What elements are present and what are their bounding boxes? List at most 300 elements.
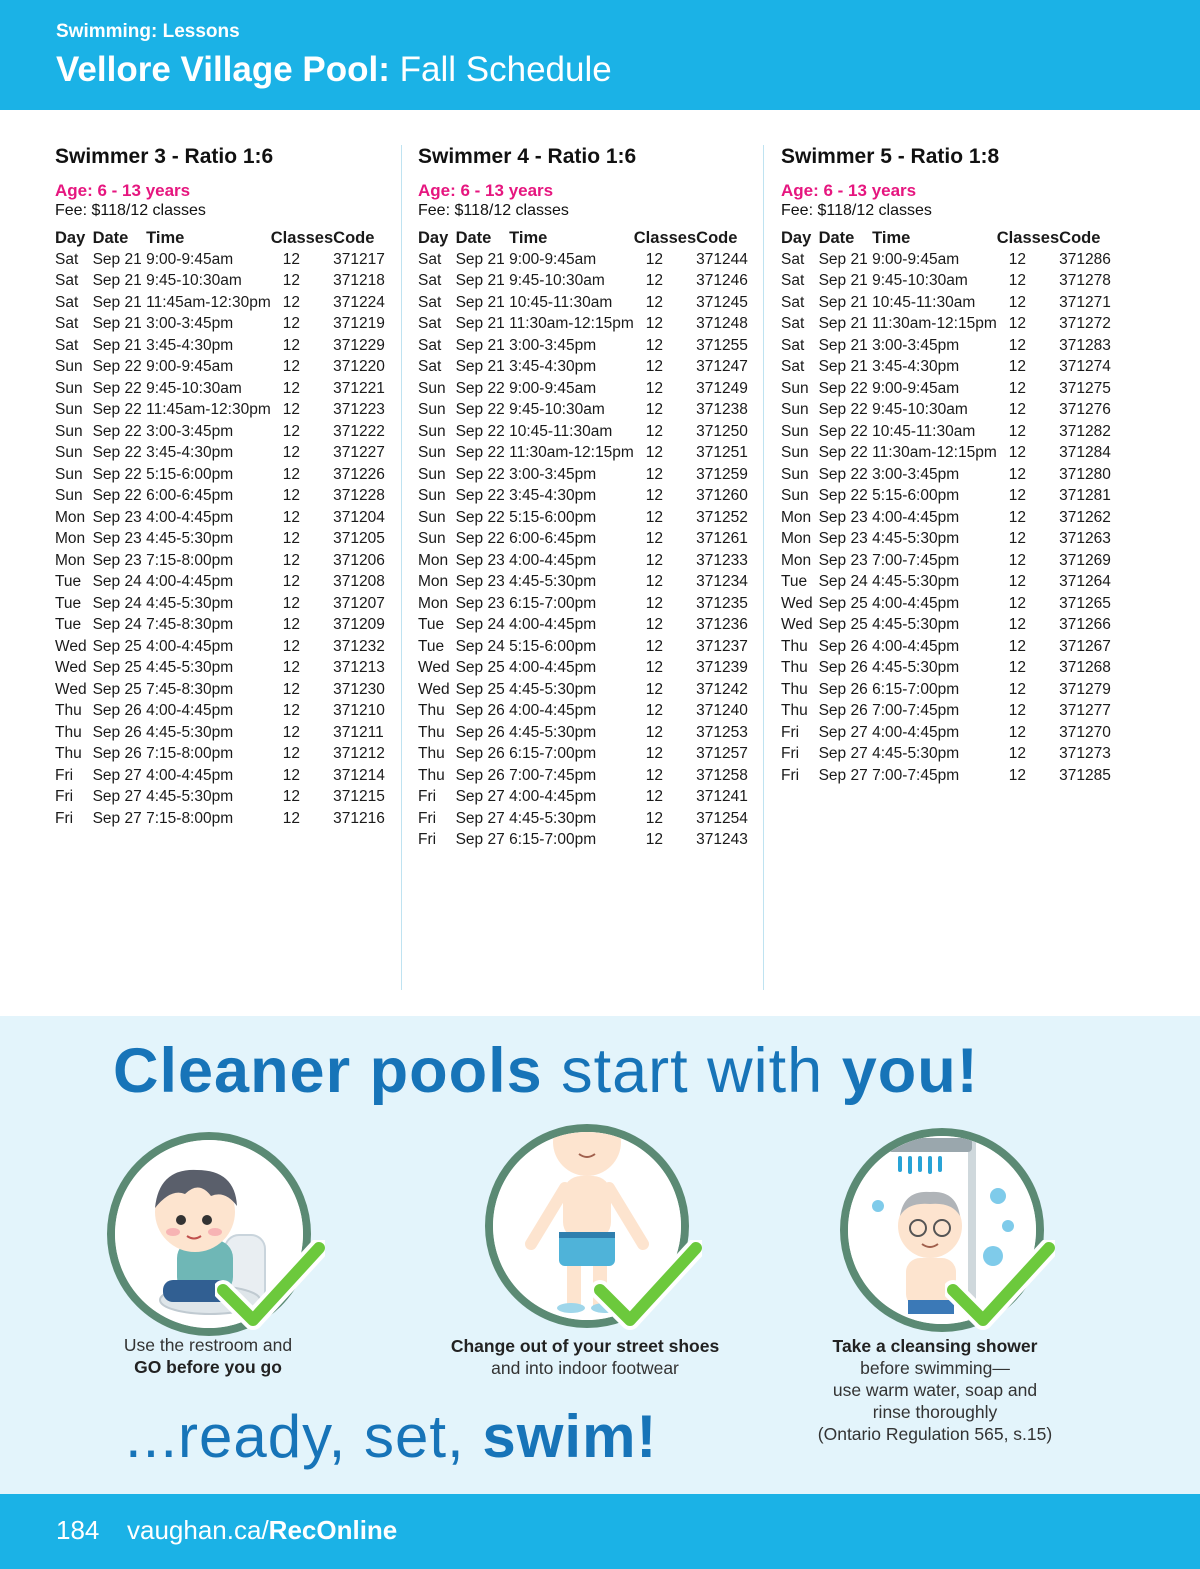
cell-date: Sep 24 xyxy=(455,637,505,655)
cell-code: 371280 xyxy=(1059,465,1111,483)
cell-classes: 12 xyxy=(1008,379,1027,397)
table-header-row xyxy=(55,227,385,249)
cell-date: Sep 21 xyxy=(818,336,868,354)
cell-date: Sep 23 xyxy=(818,530,868,548)
cell-classes: 12 xyxy=(1008,723,1027,741)
cell-date: Sep 21 xyxy=(818,315,868,333)
cell-code: 371232 xyxy=(333,637,385,655)
cell-time: 11:30am-12:15pm xyxy=(509,315,634,333)
cell-date: Sep 26 xyxy=(455,723,505,741)
cell-day: Mon xyxy=(418,573,449,591)
cell-time: 6:00-6:45pm xyxy=(146,487,234,505)
cell-day: Mon xyxy=(418,551,449,569)
table-row xyxy=(781,421,1111,443)
cell-time: 7:45-8:30pm xyxy=(146,680,234,698)
page-title-bold: Vellore Village Pool: xyxy=(56,50,390,89)
cell-classes: 12 xyxy=(1008,616,1027,634)
cell-day: Fri xyxy=(55,788,74,806)
cell-day: Sun xyxy=(781,422,809,440)
cell-classes: 12 xyxy=(282,358,301,376)
cell-classes: 12 xyxy=(645,487,664,505)
cell-code: 371282 xyxy=(1059,422,1111,440)
cell-day: Sat xyxy=(55,315,79,333)
cell-time: 10:45-11:30am xyxy=(509,422,613,440)
promo-tagline xyxy=(125,1402,657,1471)
cell-date: Sep 24 xyxy=(92,594,142,612)
cell-date: Sep 21 xyxy=(92,250,142,268)
page-title-rest: Fall Schedule xyxy=(389,50,612,89)
cell-time: 9:00-9:45am xyxy=(146,358,234,376)
cell-time: 7:00-7:45pm xyxy=(509,766,597,784)
cell-classes: 12 xyxy=(1008,487,1027,505)
table-row xyxy=(781,400,1111,422)
cell-date: Sep 22 xyxy=(92,422,142,440)
table-row xyxy=(418,615,748,637)
cell-date: Sep 22 xyxy=(455,487,505,505)
schedule-column xyxy=(781,145,1111,787)
cell-time: 5:15-6:00pm xyxy=(509,637,597,655)
table-row xyxy=(781,744,1111,766)
table-header-row xyxy=(418,227,748,249)
cell-date: Sep 22 xyxy=(455,508,505,526)
cell-date: Sep 23 xyxy=(92,508,142,526)
table-row xyxy=(418,658,748,680)
cell-classes: 12 xyxy=(645,465,664,483)
cell-classes: 12 xyxy=(282,551,301,569)
cell-day: Thu xyxy=(781,659,808,677)
cell-day: Thu xyxy=(418,702,445,720)
cell-code: 371219 xyxy=(333,315,385,333)
cell-date: Sep 25 xyxy=(818,616,868,634)
table-row xyxy=(55,443,385,465)
promo-headline-bold: Cleaner pools xyxy=(113,1036,543,1106)
tip-bold: Change out of your street shoes xyxy=(450,1336,720,1356)
cell-date: Sep 27 xyxy=(455,809,505,827)
cell-classes: 12 xyxy=(645,745,664,763)
column-divider xyxy=(763,145,764,990)
cell-date: Sep 26 xyxy=(455,766,505,784)
cell-time: 4:45-5:30pm xyxy=(146,723,234,741)
cell-code: 371279 xyxy=(1059,680,1111,698)
cell-code: 371281 xyxy=(1059,487,1111,505)
cell-day: Sat xyxy=(418,358,442,376)
cell-time: 5:15-6:00pm xyxy=(872,487,960,505)
cell-time: 3:45-4:30pm xyxy=(146,444,234,462)
schedule-table xyxy=(781,227,1111,787)
cell-day: Mon xyxy=(781,508,812,526)
header-code: Code xyxy=(1059,228,1101,247)
cell-code: 371260 xyxy=(696,487,748,505)
fee-text: Fee: $118/12 classes xyxy=(781,202,932,219)
cell-day: Sat xyxy=(55,250,79,268)
cell-classes: 12 xyxy=(645,680,664,698)
cell-code: 371273 xyxy=(1059,745,1111,763)
cell-day: Sun xyxy=(781,465,809,483)
cell-classes: 12 xyxy=(645,401,664,419)
cell-time: 9:45-10:30am xyxy=(872,401,968,419)
cell-time: 6:15-7:00pm xyxy=(872,680,960,698)
cell-classes: 12 xyxy=(645,788,664,806)
table-row xyxy=(418,378,748,400)
table-row xyxy=(55,787,385,809)
cell-day: Sun xyxy=(55,444,83,462)
cell-day: Mon xyxy=(55,508,86,526)
cell-day: Wed xyxy=(418,680,450,698)
cell-classes: 12 xyxy=(645,508,664,526)
cell-code: 371248 xyxy=(696,315,748,333)
cell-date: Sep 21 xyxy=(455,315,505,333)
cell-time: 10:45-11:30am xyxy=(872,422,976,440)
cell-code: 371243 xyxy=(696,831,748,849)
section-label: Swimming: Lessons xyxy=(56,21,240,42)
cell-code: 371214 xyxy=(333,766,385,784)
cell-classes: 12 xyxy=(282,465,301,483)
cell-time: 5:15-6:00pm xyxy=(146,465,234,483)
cell-date: Sep 26 xyxy=(818,680,868,698)
cell-date: Sep 22 xyxy=(455,422,505,440)
cell-time: 9:45-10:30am xyxy=(146,379,242,397)
cell-classes: 12 xyxy=(645,272,664,290)
cell-code: 371271 xyxy=(1059,293,1111,311)
table-row xyxy=(418,443,748,465)
cell-time: 4:00-4:45pm xyxy=(509,551,597,569)
cell-date: Sep 22 xyxy=(92,379,142,397)
cell-day: Tue xyxy=(55,616,82,634)
table-row xyxy=(781,679,1111,701)
cell-day: Fri xyxy=(418,831,437,849)
table-row xyxy=(55,701,385,723)
cell-date: Sep 26 xyxy=(818,659,868,677)
table-row xyxy=(418,701,748,723)
page-number: 184 xyxy=(56,1515,100,1545)
table-row xyxy=(781,572,1111,594)
cell-classes: 12 xyxy=(282,401,301,419)
cell-code: 371241 xyxy=(696,788,748,806)
cell-code: 371212 xyxy=(333,745,385,763)
cell-code: 371227 xyxy=(333,444,385,462)
cell-code: 371267 xyxy=(1059,637,1111,655)
cell-classes: 12 xyxy=(282,444,301,462)
cell-classes: 12 xyxy=(645,573,664,591)
cell-day: Wed xyxy=(55,659,87,677)
cell-day: Fri xyxy=(418,788,437,806)
cell-code: 371251 xyxy=(696,444,748,462)
schedule-title: Swimmer 4 - Ratio 1:6 xyxy=(418,145,637,168)
cell-time: 11:30am-12:15pm xyxy=(872,315,997,333)
cell-code: 371206 xyxy=(333,551,385,569)
cell-day: Tue xyxy=(55,573,82,591)
cell-code: 371233 xyxy=(696,551,748,569)
cell-time: 4:00-4:45pm xyxy=(872,723,960,741)
cell-code: 371265 xyxy=(1059,594,1111,612)
promo-headline-bold: you! xyxy=(841,1036,979,1106)
cell-code: 371222 xyxy=(333,422,385,440)
tip-line: use warm water, soap and xyxy=(832,1380,1038,1400)
cell-day: Sat xyxy=(55,293,79,311)
cell-code: 371257 xyxy=(696,745,748,763)
cell-code: 371237 xyxy=(696,637,748,655)
cell-classes: 12 xyxy=(645,293,664,311)
promo-headline xyxy=(113,1035,979,1107)
table-row xyxy=(55,615,385,637)
table-row xyxy=(781,615,1111,637)
schedule-column xyxy=(55,145,385,830)
cell-day: Sun xyxy=(55,358,83,376)
checkmark-icon xyxy=(945,1240,1055,1330)
cell-code: 371242 xyxy=(696,680,748,698)
cell-time: 4:00-4:45pm xyxy=(872,594,960,612)
tip-restroom xyxy=(90,1334,326,1378)
cell-date: Sep 25 xyxy=(92,637,142,655)
cell-time: 4:00-4:45pm xyxy=(146,637,234,655)
cell-classes: 12 xyxy=(1008,250,1027,268)
cell-time: 9:00-9:45am xyxy=(872,379,960,397)
cell-code: 371215 xyxy=(333,788,385,806)
cell-time: 11:45am-12:30pm xyxy=(146,293,271,311)
table-row xyxy=(55,765,385,787)
cell-date: Sep 21 xyxy=(92,336,142,354)
cell-time: 4:45-5:30pm xyxy=(146,530,234,548)
cell-classes: 12 xyxy=(282,766,301,784)
cell-date: Sep 27 xyxy=(818,745,868,763)
table-row xyxy=(781,636,1111,658)
cell-day: Sun xyxy=(781,401,809,419)
header-date: Date xyxy=(818,228,855,247)
cell-classes: 12 xyxy=(1008,659,1027,677)
age-range: Age: 6 - 13 years xyxy=(55,181,191,200)
cell-day: Tue xyxy=(418,637,445,655)
cell-code: 371220 xyxy=(333,358,385,376)
cell-code: 371216 xyxy=(333,809,385,827)
cell-code: 371207 xyxy=(333,594,385,612)
schedule-table xyxy=(418,227,748,851)
table-row xyxy=(55,335,385,357)
cell-code: 371253 xyxy=(696,723,748,741)
header-day: Day xyxy=(55,228,86,247)
cell-code: 371270 xyxy=(1059,723,1111,741)
cell-classes: 12 xyxy=(645,594,664,612)
cell-code: 371217 xyxy=(333,250,385,268)
cell-code: 371209 xyxy=(333,616,385,634)
cell-classes: 12 xyxy=(1008,315,1027,333)
cell-time: 4:45-5:30pm xyxy=(872,616,960,634)
footer-link[interactable] xyxy=(127,1515,397,1546)
cell-day: Fri xyxy=(781,723,800,741)
table-row xyxy=(781,658,1111,680)
cell-time: 7:00-7:45pm xyxy=(872,551,960,569)
cell-code: 371235 xyxy=(696,594,748,612)
cell-code: 371258 xyxy=(696,766,748,784)
cell-day: Wed xyxy=(781,594,813,612)
cell-day: Fri xyxy=(418,809,437,827)
header-day: Day xyxy=(418,228,449,247)
cell-day: Fri xyxy=(55,809,74,827)
cell-code: 371268 xyxy=(1059,659,1111,677)
cell-code: 371226 xyxy=(333,465,385,483)
cell-classes: 12 xyxy=(282,315,301,333)
cell-classes: 12 xyxy=(282,788,301,806)
table-row xyxy=(781,486,1111,508)
cell-time: 9:45-10:30am xyxy=(509,401,605,419)
cell-code: 371211 xyxy=(333,723,384,741)
cell-date: Sep 24 xyxy=(92,573,142,591)
cell-day: Sun xyxy=(55,465,83,483)
cell-date: Sep 21 xyxy=(818,272,868,290)
cell-classes: 12 xyxy=(645,659,664,677)
cell-code: 371234 xyxy=(696,573,748,591)
cell-code: 371284 xyxy=(1059,444,1111,462)
cell-day: Wed xyxy=(781,616,813,634)
cell-day: Thu xyxy=(55,723,82,741)
cell-code: 371262 xyxy=(1059,508,1111,526)
table-row xyxy=(55,572,385,594)
cell-day: Sun xyxy=(418,444,446,462)
table-row xyxy=(418,271,748,293)
cell-code: 371208 xyxy=(333,573,385,591)
tip-bold: GO before you go xyxy=(134,1357,282,1377)
header-classes: Classes xyxy=(270,228,334,247)
cell-date: Sep 22 xyxy=(818,422,868,440)
cell-time: 9:00-9:45am xyxy=(872,250,960,268)
table-row xyxy=(418,464,748,486)
table-row xyxy=(55,507,385,529)
cell-day: Sun xyxy=(55,379,83,397)
cell-time: 4:00-4:45pm xyxy=(872,637,960,655)
tip-bold: Take a cleansing shower xyxy=(832,1336,1038,1356)
schedule-title: Swimmer 3 - Ratio 1:6 xyxy=(55,145,274,168)
cell-day: Mon xyxy=(55,530,86,548)
cell-time: 9:45-10:30am xyxy=(146,272,242,290)
cell-time: 4:45-5:30pm xyxy=(509,680,597,698)
table-row xyxy=(418,722,748,744)
table-row xyxy=(781,550,1111,572)
table-row xyxy=(55,464,385,486)
cell-time: 4:00-4:45pm xyxy=(146,508,234,526)
table-row xyxy=(418,529,748,551)
cell-date: Sep 23 xyxy=(92,551,142,569)
cell-day: Sun xyxy=(781,379,809,397)
cell-day: Sun xyxy=(55,401,83,419)
cell-day: Sat xyxy=(418,250,442,268)
cell-date: Sep 27 xyxy=(818,766,868,784)
table-row xyxy=(55,357,385,379)
cell-date: Sep 22 xyxy=(92,487,142,505)
cell-day: Sat xyxy=(781,293,805,311)
cell-classes: 12 xyxy=(282,594,301,612)
cell-classes: 12 xyxy=(282,637,301,655)
cell-day: Thu xyxy=(781,680,808,698)
cell-day: Thu xyxy=(55,745,82,763)
cell-date: Sep 21 xyxy=(455,272,505,290)
cell-time: 6:15-7:00pm xyxy=(509,745,597,763)
cell-day: Sun xyxy=(418,379,446,397)
cell-code: 371286 xyxy=(1059,250,1111,268)
cell-day: Sat xyxy=(418,336,442,354)
cell-code: 371269 xyxy=(1059,551,1111,569)
table-row xyxy=(418,572,748,594)
cell-date: Sep 22 xyxy=(818,379,868,397)
cell-time: 4:00-4:45pm xyxy=(872,508,960,526)
header-date: Date xyxy=(455,228,492,247)
schedule-title: Swimmer 5 - Ratio 1:8 xyxy=(781,145,1000,168)
cell-day: Sat xyxy=(781,315,805,333)
cell-classes: 12 xyxy=(1008,358,1027,376)
cell-date: Sep 21 xyxy=(92,272,142,290)
table-row xyxy=(55,529,385,551)
cell-time: 11:45am-12:30pm xyxy=(146,401,271,419)
cell-classes: 12 xyxy=(1008,766,1027,784)
fee-text: Fee: $118/12 classes xyxy=(55,202,206,219)
cell-time: 3:45-4:30pm xyxy=(872,358,960,376)
cell-date: Sep 21 xyxy=(92,315,142,333)
table-row xyxy=(55,636,385,658)
cell-classes: 12 xyxy=(645,766,664,784)
tip-line: before swimming— xyxy=(860,1358,1010,1378)
cell-code: 371275 xyxy=(1059,379,1111,397)
cell-time: 9:45-10:30am xyxy=(872,272,968,290)
cell-classes: 12 xyxy=(282,573,301,591)
cell-time: 7:15-8:00pm xyxy=(146,745,234,763)
table-row xyxy=(781,507,1111,529)
cell-date: Sep 22 xyxy=(818,487,868,505)
cell-code: 371254 xyxy=(696,809,748,827)
cell-date: Sep 23 xyxy=(818,508,868,526)
cell-day: Sat xyxy=(781,336,805,354)
table-row xyxy=(781,314,1111,336)
table-row xyxy=(781,464,1111,486)
cell-code: 371223 xyxy=(333,401,385,419)
cell-code: 371228 xyxy=(333,487,385,505)
cell-code: 371252 xyxy=(696,508,748,526)
cell-day: Fri xyxy=(55,766,74,784)
schedule-column xyxy=(418,145,748,851)
cell-day: Sat xyxy=(781,272,805,290)
cell-classes: 12 xyxy=(282,530,301,548)
cell-time: 11:30am-12:15pm xyxy=(872,444,997,462)
cell-classes: 12 xyxy=(282,336,301,354)
table-row xyxy=(781,249,1111,271)
cell-code: 371264 xyxy=(1059,573,1111,591)
table-row xyxy=(781,529,1111,551)
cell-classes: 12 xyxy=(282,487,301,505)
table-row xyxy=(781,292,1111,314)
header-time: Time xyxy=(872,228,911,247)
cell-date: Sep 26 xyxy=(455,702,505,720)
table-row xyxy=(781,335,1111,357)
table-row xyxy=(55,271,385,293)
table-row xyxy=(55,808,385,830)
cell-classes: 12 xyxy=(1008,293,1027,311)
cell-time: 9:00-9:45am xyxy=(509,250,597,268)
cell-date: Sep 26 xyxy=(92,723,142,741)
cell-day: Sun xyxy=(418,487,446,505)
table-row xyxy=(418,335,748,357)
table-row xyxy=(55,292,385,314)
cell-date: Sep 26 xyxy=(92,745,142,763)
cell-classes: 12 xyxy=(1008,702,1027,720)
cell-time: 4:45-5:30pm xyxy=(509,573,597,591)
cell-date: Sep 23 xyxy=(455,594,505,612)
cell-classes: 12 xyxy=(282,723,301,741)
cell-day: Sat xyxy=(418,293,442,311)
cell-code: 371285 xyxy=(1059,766,1111,784)
cell-day: Sat xyxy=(418,315,442,333)
cell-time: 4:45-5:30pm xyxy=(146,659,234,677)
cell-code: 371247 xyxy=(696,358,748,376)
cell-classes: 12 xyxy=(1008,745,1027,763)
cell-date: Sep 27 xyxy=(92,809,142,827)
cell-classes: 12 xyxy=(1008,680,1027,698)
